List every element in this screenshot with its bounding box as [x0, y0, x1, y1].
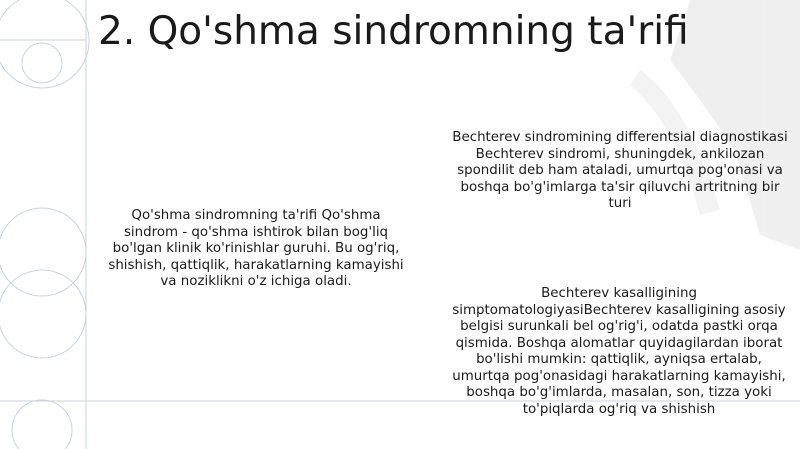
right-bottom-paragraph: Bechterev kasalligining simptomatologiyasiBechterev kasalligining asosiy belgisi surunkali bel og'rig'i, odatda pastki orqa qismida. Boshqa alomatlar quyidagilardan iborat bo'lishi mumkin: qattiqlik, ayniqsa ertalab, umurtqa pog'onasidagi harakatlarning kamayishi, boshqa bo'g'imlarda, masalan, son, tizza yoki to'piqlarda og'riq va shishish — [452, 286, 786, 417]
deco-circle-mid-2 — [0, 270, 86, 358]
slide-title: 2. Qo'shma sindromning ta'rifi — [98, 9, 689, 54]
right-top-paragraph: Bechterev sindromining differentsial diagnostikasi Bechterev sindromi, shuningdek, ankilozan spondilit deb ham ataladi, umurtqa pog'onasi va boshqa bo'g'imlarga ta'sir qiluvchi artritning bir turi — [452, 130, 788, 211]
deco-circle-small-top — [22, 43, 62, 83]
deco-circle-large-top — [0, 0, 89, 88]
left-paragraph: Qo'shma sindromning ta'rifi Qo'shma sindrom - qo'shma ishtirok bilan bog'liq bo'lgan klinik ko'rinishlar guruhi. Bu og'riq, shishish, qattiqlik, harakatlarning kamayishi va noziklikni o'z ichiga oladi. — [108, 208, 404, 289]
deco-circle-bottom — [12, 400, 72, 449]
